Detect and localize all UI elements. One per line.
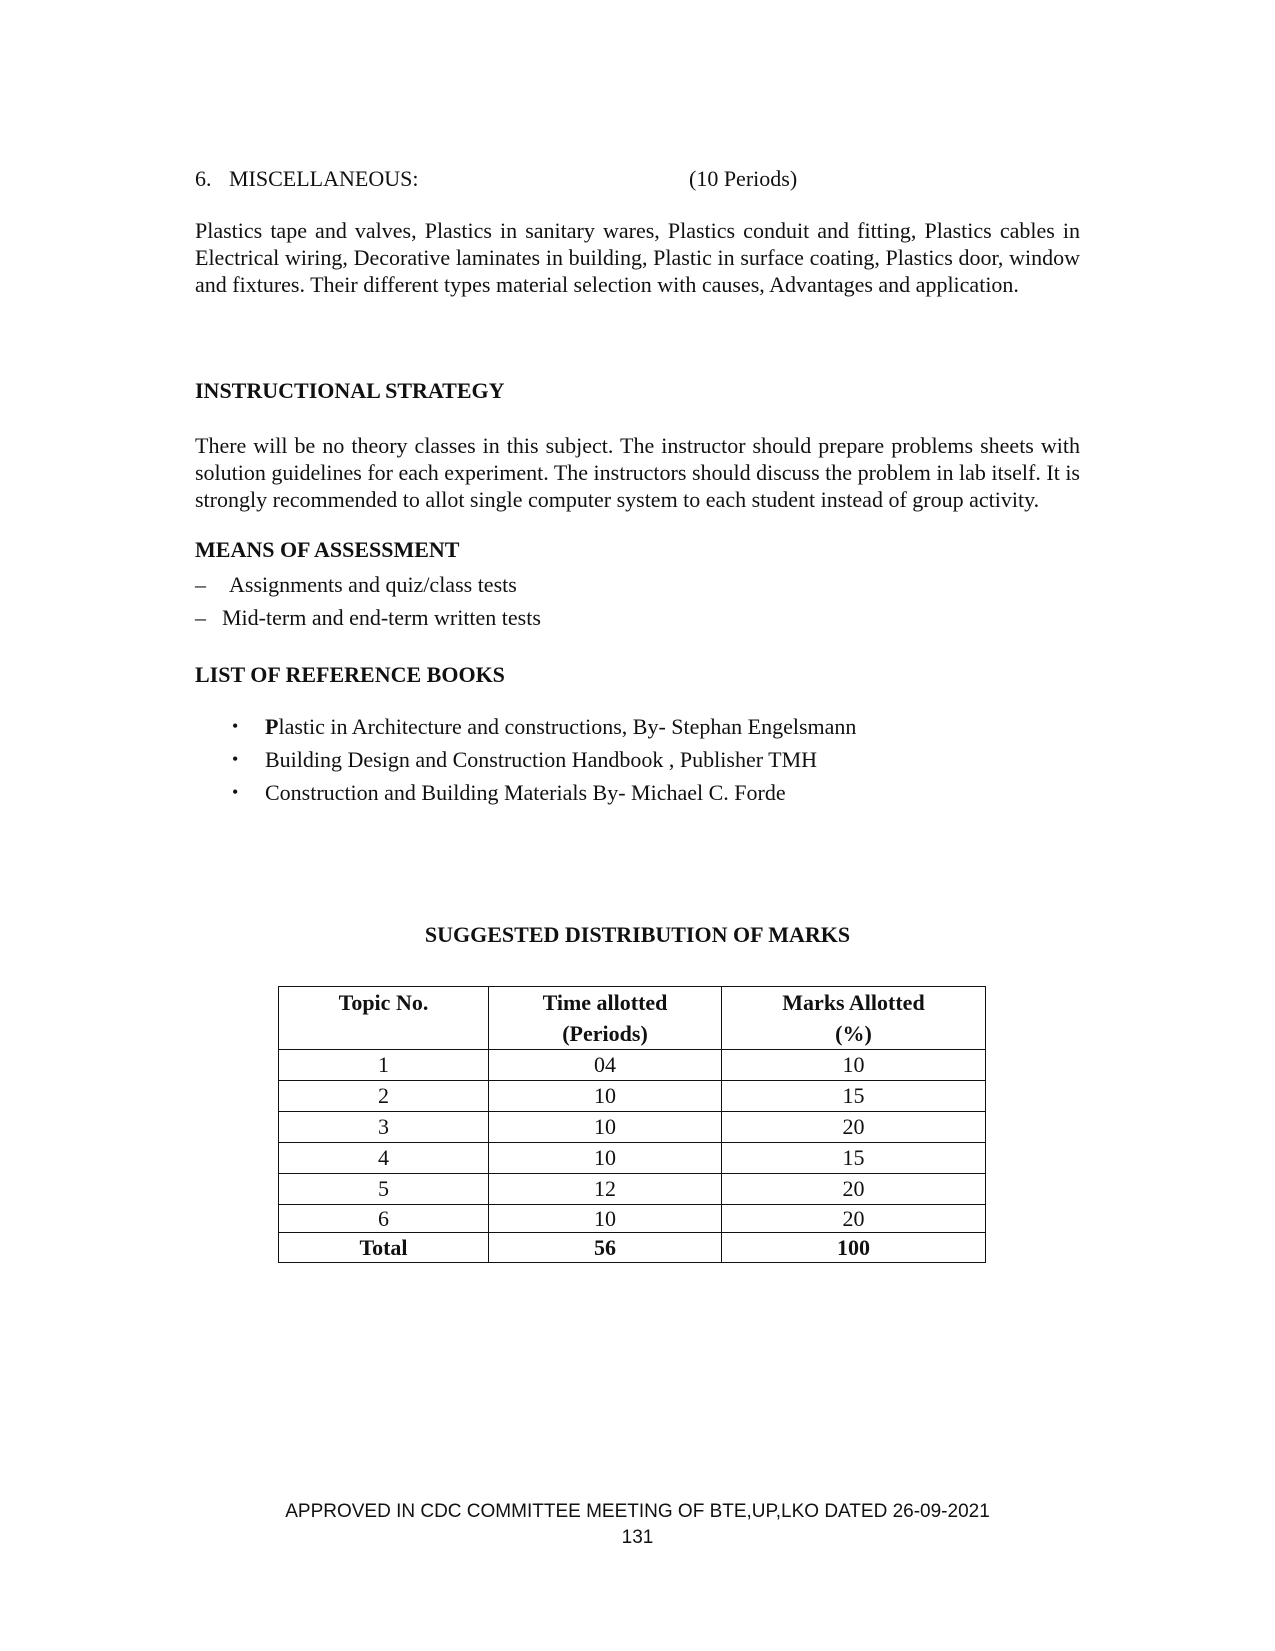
cell-total-marks: 100 [722,1233,986,1263]
table-row [279,1050,986,1081]
header-marks-allotted: Marks Allotted (%) [722,987,986,1050]
section-number: 6. [195,166,212,191]
bullet-icon: • [232,782,239,802]
bullet-icon: • [232,716,239,736]
table-total-row [279,1233,986,1263]
page-number: 131 [621,1527,654,1548]
header-topic-no: Topic No. [279,987,489,1050]
assessment-item: Assignments and quiz/class tests [229,572,517,597]
cell-topic: 3 [279,1112,489,1143]
reference-item: Construction and Building Materials By- Michael C. Forde [265,780,786,805]
marks-table [278,986,986,1263]
table-row [279,1081,986,1112]
cell-time: 10 [489,1081,722,1112]
cell-time: 10 [489,1205,722,1233]
section-periods: (10 Periods) [689,166,798,191]
table-row [279,1143,986,1174]
cell-topic: 1 [279,1050,489,1081]
cell-topic: 2 [279,1081,489,1112]
table-row [279,1112,986,1143]
cell-marks: 20 [722,1205,986,1233]
cell-topic: 4 [279,1143,489,1174]
section-body: Plastics tape and valves, Plastics in sanitary wares, Plastics conduit and fitting, Plastics cables in Electrical wiring, Decorative laminates in building, Plastic in surface coating, Plastics door, window and fixtures. Their different types material selection with causes, Advantages and application. [195,218,1080,297]
cell-marks: 15 [722,1143,986,1174]
cell-time: 12 [489,1174,722,1205]
cell-marks: 20 [722,1112,986,1143]
cell-time: 04 [489,1050,722,1081]
cell-time: 10 [489,1112,722,1143]
header-time-allotted: Time allotted (Periods) [489,987,722,1050]
instructional-strategy-body: There will be no theory classes in this subject. The instructor should prepare problems sheets with solution guidelines for each experiment. The instructors should discuss the problem in lab itself. It is strongly recommended to allot single computer system to each student instead of group activity. [195,433,1080,512]
cell-topic: 6 [279,1205,489,1233]
cell-marks: 20 [722,1174,986,1205]
cell-marks: 10 [722,1050,986,1081]
cell-total-label: Total [279,1233,489,1263]
approval-footer: APPROVED IN CDC COMMITTEE MEETING OF BTE,UP,LKO DATED 26-09-2021 [285,1501,990,1522]
references-heading: LIST OF REFERENCE BOOKS [195,662,505,687]
dash-marker: – [195,572,206,597]
marks-table-title: SUGGESTED DISTRIBUTION OF MARKS [424,922,851,947]
assessment-item: Mid-term and end-term written tests [222,605,541,630]
instructional-strategy-heading: INSTRUCTIONAL STRATEGY [195,378,505,403]
reference-item: Plastic in Architecture and constructions, By- Stephan Engelsmann [265,714,857,739]
assessment-heading: MEANS OF ASSESSMENT [195,537,460,562]
dash-marker: – [195,605,206,630]
bullet-icon: • [232,749,239,769]
cell-time: 10 [489,1143,722,1174]
cell-topic: 5 [279,1174,489,1205]
table-row [279,1205,986,1233]
section-title: MISCELLANEOUS: [229,166,419,191]
cell-marks: 15 [722,1081,986,1112]
table-row [279,1174,986,1205]
cell-total-time: 56 [489,1233,722,1263]
table-header-row [279,987,986,1050]
reference-item: Building Design and Construction Handbook , Publisher TMH [265,747,818,772]
